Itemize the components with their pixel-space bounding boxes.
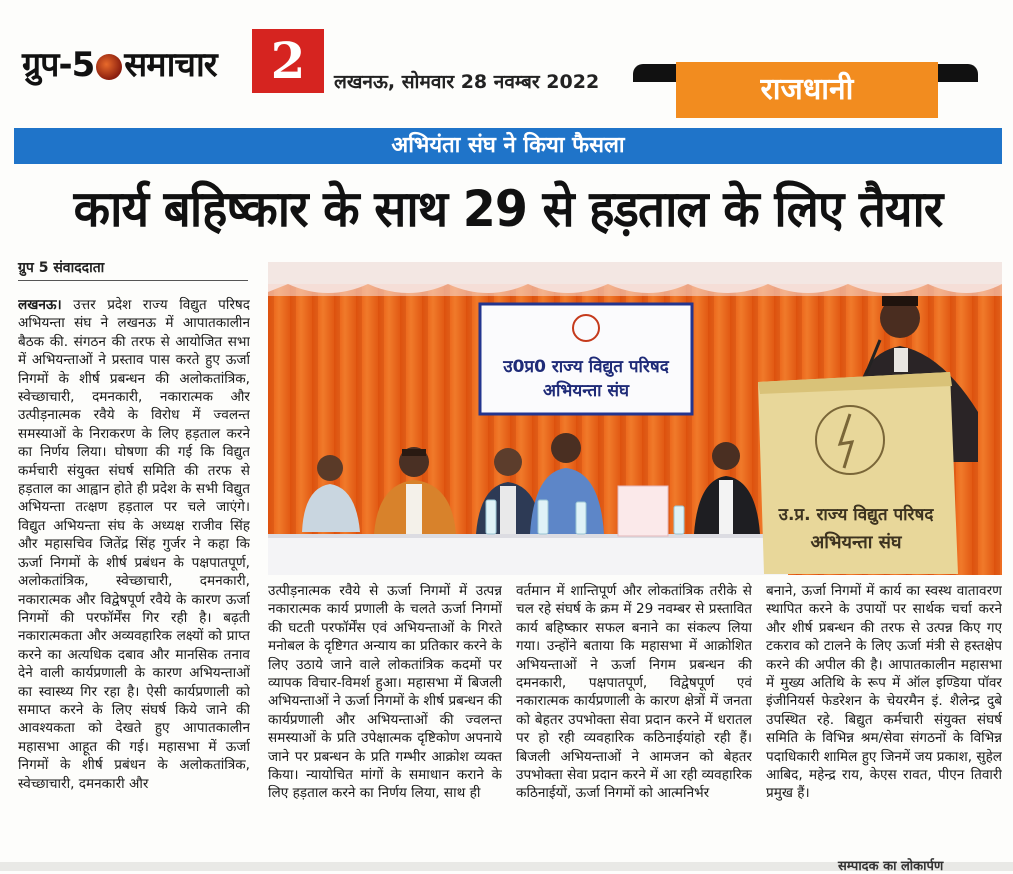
column-1-text: उत्तर प्रदेश राज्य विद्युत परिषद अभियन्ता संघ ने लखनऊ में आपातकालीन बैठक की. संगठन की तरफ से आयोजित सभा में अभियन्ताओं ने प्रस्ताव पास करते हुए ऊर्जा निगमों के शीर्ष प्रबन्धन की अलोकतांत्रिक, स्वेच्छाचारी, दमनकारी, नकारात्मक और उत्पीड़नात्मक रवैये के विरोध में ज्वलन्त समस्याओं के निराकरण के लिए हड़ताल करने का निर्णय लिया। घोषणा की गई कि विद्युत कर्मचारी संयुक्त संघर्ष समिति की तरफ से हड़ताल का आह्वान होते ही प्रदेश के सभी विद्युत अभियन्ता तत्क्षण हड़ताल पर चले जाएंगे। विद्युत अभियन्ता संघ के अध्यक्ष राजीव सिंह और महासचिव जितेंद्र सिंह गुर्जर ने कहा कि ऊर्जा निगमों के शीर्ष प्रबंधन के पक्षपातपूर्ण, अलोकतांत्रिक, स्वेच्छाचारी, दमनकारी, नकारात्मक और विद्वेषपूर्ण रवैये के कारण ऊर्जा निगमों की परफॉर्मेंस गिर रही है। बढ़ती नकारात्मकता और अव्यवहारिक लक्ष्यों को प्राप्त करने का अत्यधिक दबाव और मानसिक तनाव देने वाली कार्यप्रणाली के कारण अभियन्ताओं का स्वास्थ्य गिर रहा है। ऐसी कार्यप्रणाली को समाप्त करने के लिए संघर्ष किये जाने की आवश्यकता को देखते हुए आपातकालीन महासभा आहूत की गई। महासभा में ऊर्जा निगमों के शीर्ष प्रबंधन के अलोकतांत्रिक, स्वेच्छाचारी, दमनकारी और bbox=[18, 297, 250, 792]
headline: कार्य बहिष्कार के साथ 29 से हड़ताल के लिए तैयार bbox=[73, 180, 943, 238]
event-photo-illustration bbox=[268, 262, 1002, 575]
event-photo bbox=[268, 262, 1002, 575]
podium-text-1: उ.प्र. राज्य विद्युत परिषद bbox=[778, 505, 934, 525]
newspaper-brand bbox=[22, 40, 217, 86]
banner-text-1: उ0प्र0 राज्य विद्युत परिषद bbox=[503, 357, 669, 377]
article-column-1 bbox=[18, 296, 250, 860]
organization-banner bbox=[480, 304, 692, 414]
brand-left: ग्रुप-5 bbox=[22, 45, 95, 85]
next-article-strip bbox=[0, 859, 1013, 874]
article-column-2: उत्पीड़नात्मक रवैये से ऊर्जा निगमों में उत्पन्न नकारात्मक कार्य प्रणाली के चलते ऊर्जा निगमों की घटती परफॉर्मेंस एवं अभियन्ताओं के गिरते मनोबल के दृष्टिगत अन्याय का प्रतिकार करने के लिए उठाये जाने वाले लोकतांत्रिक कदमों पर व्यापक विचार-विमर्श हुआ। महासभा में बिजली अभियन्ताओं ने ऊर्जा निगमों के शीर्ष प्रबन्धन की कार्यप्रणाली और अभियन्ताओं की ज्वलन्त समस्याओं के प्रति उपेक्षात्मक दृष्टिकोण अपनाये जाने पर प्रबन्धन के प्रति गम्भीर आक्रोश व्यक्त किया। न्यायोचित मांगों के समाधान कराने के लिए हड़ताल करने का निर्णय लिया, साथ ही bbox=[268, 583, 502, 802]
article-column-3: वर्तमान में शान्तिपूर्ण और लोकतांत्रिक तरीके से चल रहे संघर्ष के क्रम में 29 नवम्बर से प्रस्तावित कार्य बहिष्कार सफल बनाने का संकल्प लिया गया। उन्होंने बताया कि महासभा में आक्रोशित अभियन्ताओं ने ऊर्जा निगम प्रबन्धन की दमनकारी, पक्षपातपूर्ण, विद्वेषपूर्ण एवं नकारात्मक कार्यप्रणाली के कारण क्षेत्रों में जनता को बेहतर उपभोक्ता सेवा प्रदान करने में धरातल पर हो रही व्यवहारिक कठिनाईयांहो रही हैं। बिजली अभियन्ताओं ने आमजन को बेहतर उपभोक्ता सेवा प्रदान करने में आ रही व्यवहारिक कठिनाईयों, ऊर्जा निगमों को आत्मनिर्भर bbox=[516, 583, 752, 802]
article-column-4: बनाने, ऊर्जा निगमों में कार्य का स्वस्थ वातावरण स्थापित करने के उपायों पर सार्थक चर्चा करने और शीर्ष प्रबन्धन की तरफ से उत्पन्न किए गए टकराव को टालने के लिए ऊर्जा मंत्री से हस्तक्षेप करने की अपील की है। आपातकालीन महासभा में मुख्य अतिथि के रूप में ऑल इण्डिया पॉवर इंजीनियर्स फेडरेशन के चेयरमैन इं. शैलेन्द्र दुबे उपस्थित रहे. बिद्युत कर्मचारी संयुक्त संघर्ष समिति के विभिन्न श्रम/सेवा संगठनों के विभिन्न पदाधिकारी शामिल हुए जिनमें जय प्रकाश, सुहेल आबिद, महेन्द्र राय, केएस रावत, पीएन तिवारी प्रमुख हैं। bbox=[766, 583, 1002, 802]
byline-rule bbox=[18, 280, 248, 281]
banner-text-2: अभियन्ता संघ bbox=[543, 381, 629, 401]
next-article-fragment: सम्पादक का लोकार्पण bbox=[838, 859, 944, 874]
brand-logo-icon bbox=[96, 54, 122, 80]
dateline: लखनऊ, सोमवार 28 नवम्बर 2022 bbox=[334, 71, 600, 93]
dateline-lead: लखनऊ। bbox=[18, 297, 62, 313]
kicker-strip: अभियंता संघ ने किया फैसला bbox=[14, 128, 1002, 164]
podium-text-2: अभियन्ता संघ bbox=[810, 532, 902, 553]
page-number: 2 bbox=[252, 29, 324, 93]
section-tag: राजधानी bbox=[676, 62, 938, 118]
masthead bbox=[0, 0, 1013, 120]
brand-right: समाचार bbox=[124, 45, 217, 85]
byline: ग्रुप 5 संवाददाता bbox=[18, 260, 105, 276]
podium bbox=[758, 372, 958, 574]
